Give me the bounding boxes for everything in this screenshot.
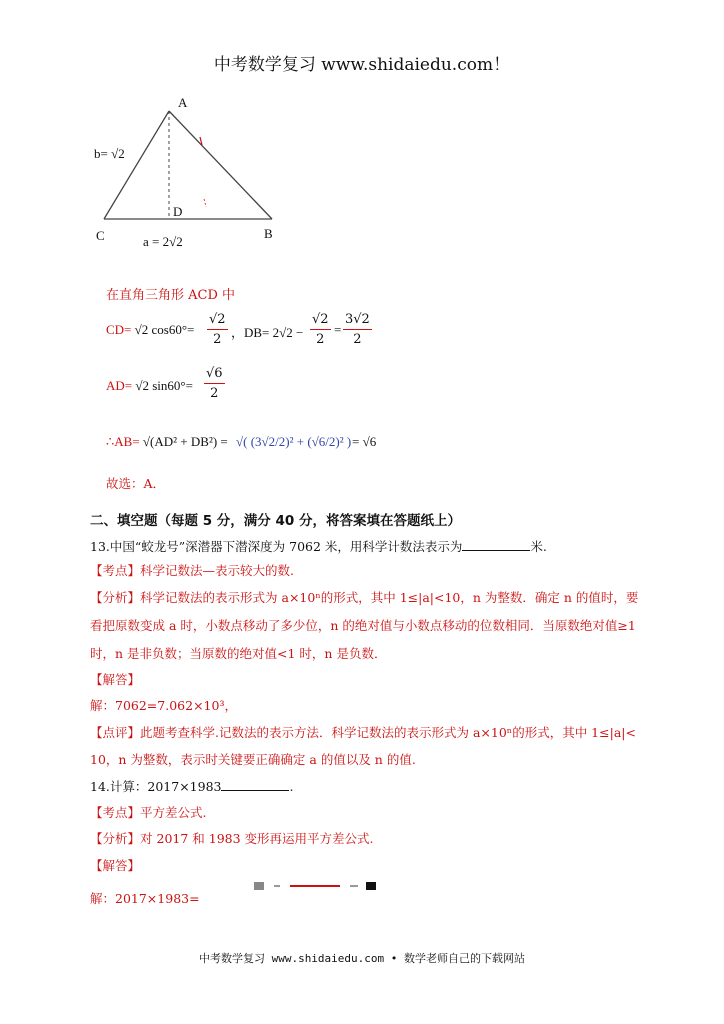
- fragment-block: [366, 882, 376, 890]
- fenxi-text: 对 2017 和 1983 变形再运用平方差公式.: [140, 831, 374, 846]
- q13-jieda-tag: 【解答】: [90, 672, 141, 687]
- ab-big-radical: √( (3√2/2)² + (√6/2)² ): [236, 434, 352, 449]
- kaodian-tag: 【考点】: [90, 563, 141, 578]
- page-footer: 中考数学复习 www.shidaiedu.com • 数学老师自己的下载网站: [198, 952, 526, 965]
- fenxi-tag: 【分析】: [90, 590, 141, 605]
- cd-fraction-numerator: √2: [207, 312, 228, 330]
- q14-stem-dot: .: [289, 779, 294, 794]
- q14-answer-blank: [221, 778, 289, 791]
- answer-choice: 故选：A．: [106, 476, 166, 491]
- q13-solution: 解：7062=7.062×10³，: [90, 698, 237, 713]
- cd-expression: √2 cos60°=: [134, 322, 195, 337]
- q13-fenxi-line3: 时，n 是非负数；当原数的绝对值<1 时，n 是负数．: [90, 646, 387, 661]
- kaodian-text: 科学记数法—表示较大的数.: [140, 563, 294, 578]
- ad-prefix: AD=: [106, 378, 133, 393]
- ad-expression: √2 sin60°=: [135, 378, 193, 393]
- label-a-length: a = 2√2: [143, 234, 183, 249]
- side-ac: [104, 111, 169, 219]
- label-c-vertex: C: [96, 228, 105, 243]
- q14-stem: [90, 777, 293, 795]
- fenxi-tag: 【分析】: [90, 831, 141, 846]
- dianping-text: 此题考查科学.记数法的表示方法．科学记数法的表示形式为 a×10ⁿ的形式，其中 1≤|a|<: [140, 725, 636, 740]
- q13-fenxi-line1: [90, 588, 638, 606]
- db-fraction-denominator: 2: [316, 332, 325, 347]
- section-title: 二、填空题（每题 5 分，满分 40 分，将答案填在答题纸上）: [90, 513, 461, 529]
- db-result-denominator: 2: [353, 332, 362, 347]
- label-b-vertex: B: [264, 226, 273, 241]
- label-d-vertex: D: [173, 204, 183, 219]
- q14-stem-text: 14.计算：2017×1983: [90, 779, 222, 794]
- fragment-block: [254, 882, 264, 890]
- ab-result: = √6: [352, 434, 377, 449]
- ad-fraction-denominator: 2: [210, 386, 219, 401]
- q13-stem: [90, 537, 547, 555]
- db-fraction-numerator: √2: [310, 312, 331, 330]
- cd-prefix: CD=: [106, 322, 132, 337]
- ad-line: [106, 378, 193, 394]
- label-a-vertex: A: [178, 95, 188, 110]
- q14-kaodian: [90, 803, 207, 821]
- cd-line: [106, 322, 194, 338]
- db-result-numerator: 3√2: [343, 312, 372, 330]
- q13-answer-blank: [462, 538, 530, 551]
- q14-fenxi: [90, 829, 374, 847]
- ab-line: [106, 434, 228, 450]
- q13-dianping-line1: [90, 723, 636, 741]
- ad-fraction: [204, 366, 225, 401]
- triangle-figure: [88, 95, 288, 255]
- ad-fraction-numerator: √6: [204, 366, 225, 384]
- q13-stem-text: 13.中国“蛟龙号”深潜器下潜深度为 7062 米，用科学计数法表示为: [90, 539, 463, 554]
- db-result-fraction: [343, 312, 372, 347]
- q13-fenxi-line2: 看把原数变成 a 时，小数点移动了多少位，n 的绝对值与小数点移动的位数相同．当原数绝对值≥1: [90, 618, 636, 633]
- side-ab: [169, 111, 272, 219]
- fragment-block: [274, 885, 280, 887]
- broken-image-fragment: [254, 880, 376, 892]
- kaodian-text: 平方差公式.: [140, 805, 207, 820]
- solution-intro: 在直角三角形 ACD 中: [106, 288, 236, 303]
- dianping-tag: 【点评】: [90, 725, 141, 740]
- label-b-length: b= √2: [94, 146, 125, 161]
- db-equals: =: [334, 322, 342, 337]
- fenxi-text: 科学记数法的表示形式为 a×10ⁿ的形式，其中 1≤|a|<10，n 为整数．确定 n 的值时，要: [140, 590, 639, 605]
- red-mark: [204, 199, 206, 207]
- q13-dianping-line2: 10，n 为整数，表示时关键要正确确定 a 的值以及 n 的值.: [90, 752, 416, 767]
- db-fraction: [310, 312, 331, 347]
- q14-jieda-tag: 【解答】: [90, 858, 141, 873]
- q13-stem-unit: 米.: [530, 539, 547, 554]
- q14-solution: 解：2017×1983=: [90, 891, 200, 906]
- fragment-block: [350, 885, 358, 887]
- cd-fraction: [207, 312, 228, 347]
- q13-kaodian: [90, 561, 294, 579]
- ab-expression: √(AD² + DB²) =: [142, 434, 228, 449]
- cd-fraction-denominator: 2: [213, 332, 222, 347]
- db-prefix: ，DB= 2√2 −: [231, 325, 304, 340]
- kaodian-tag: 【考点】: [90, 805, 141, 820]
- page-header: 中考数学复习 www.shidaiedu.com！: [213, 55, 511, 75]
- ab-prefix: ∴AB=: [106, 434, 140, 449]
